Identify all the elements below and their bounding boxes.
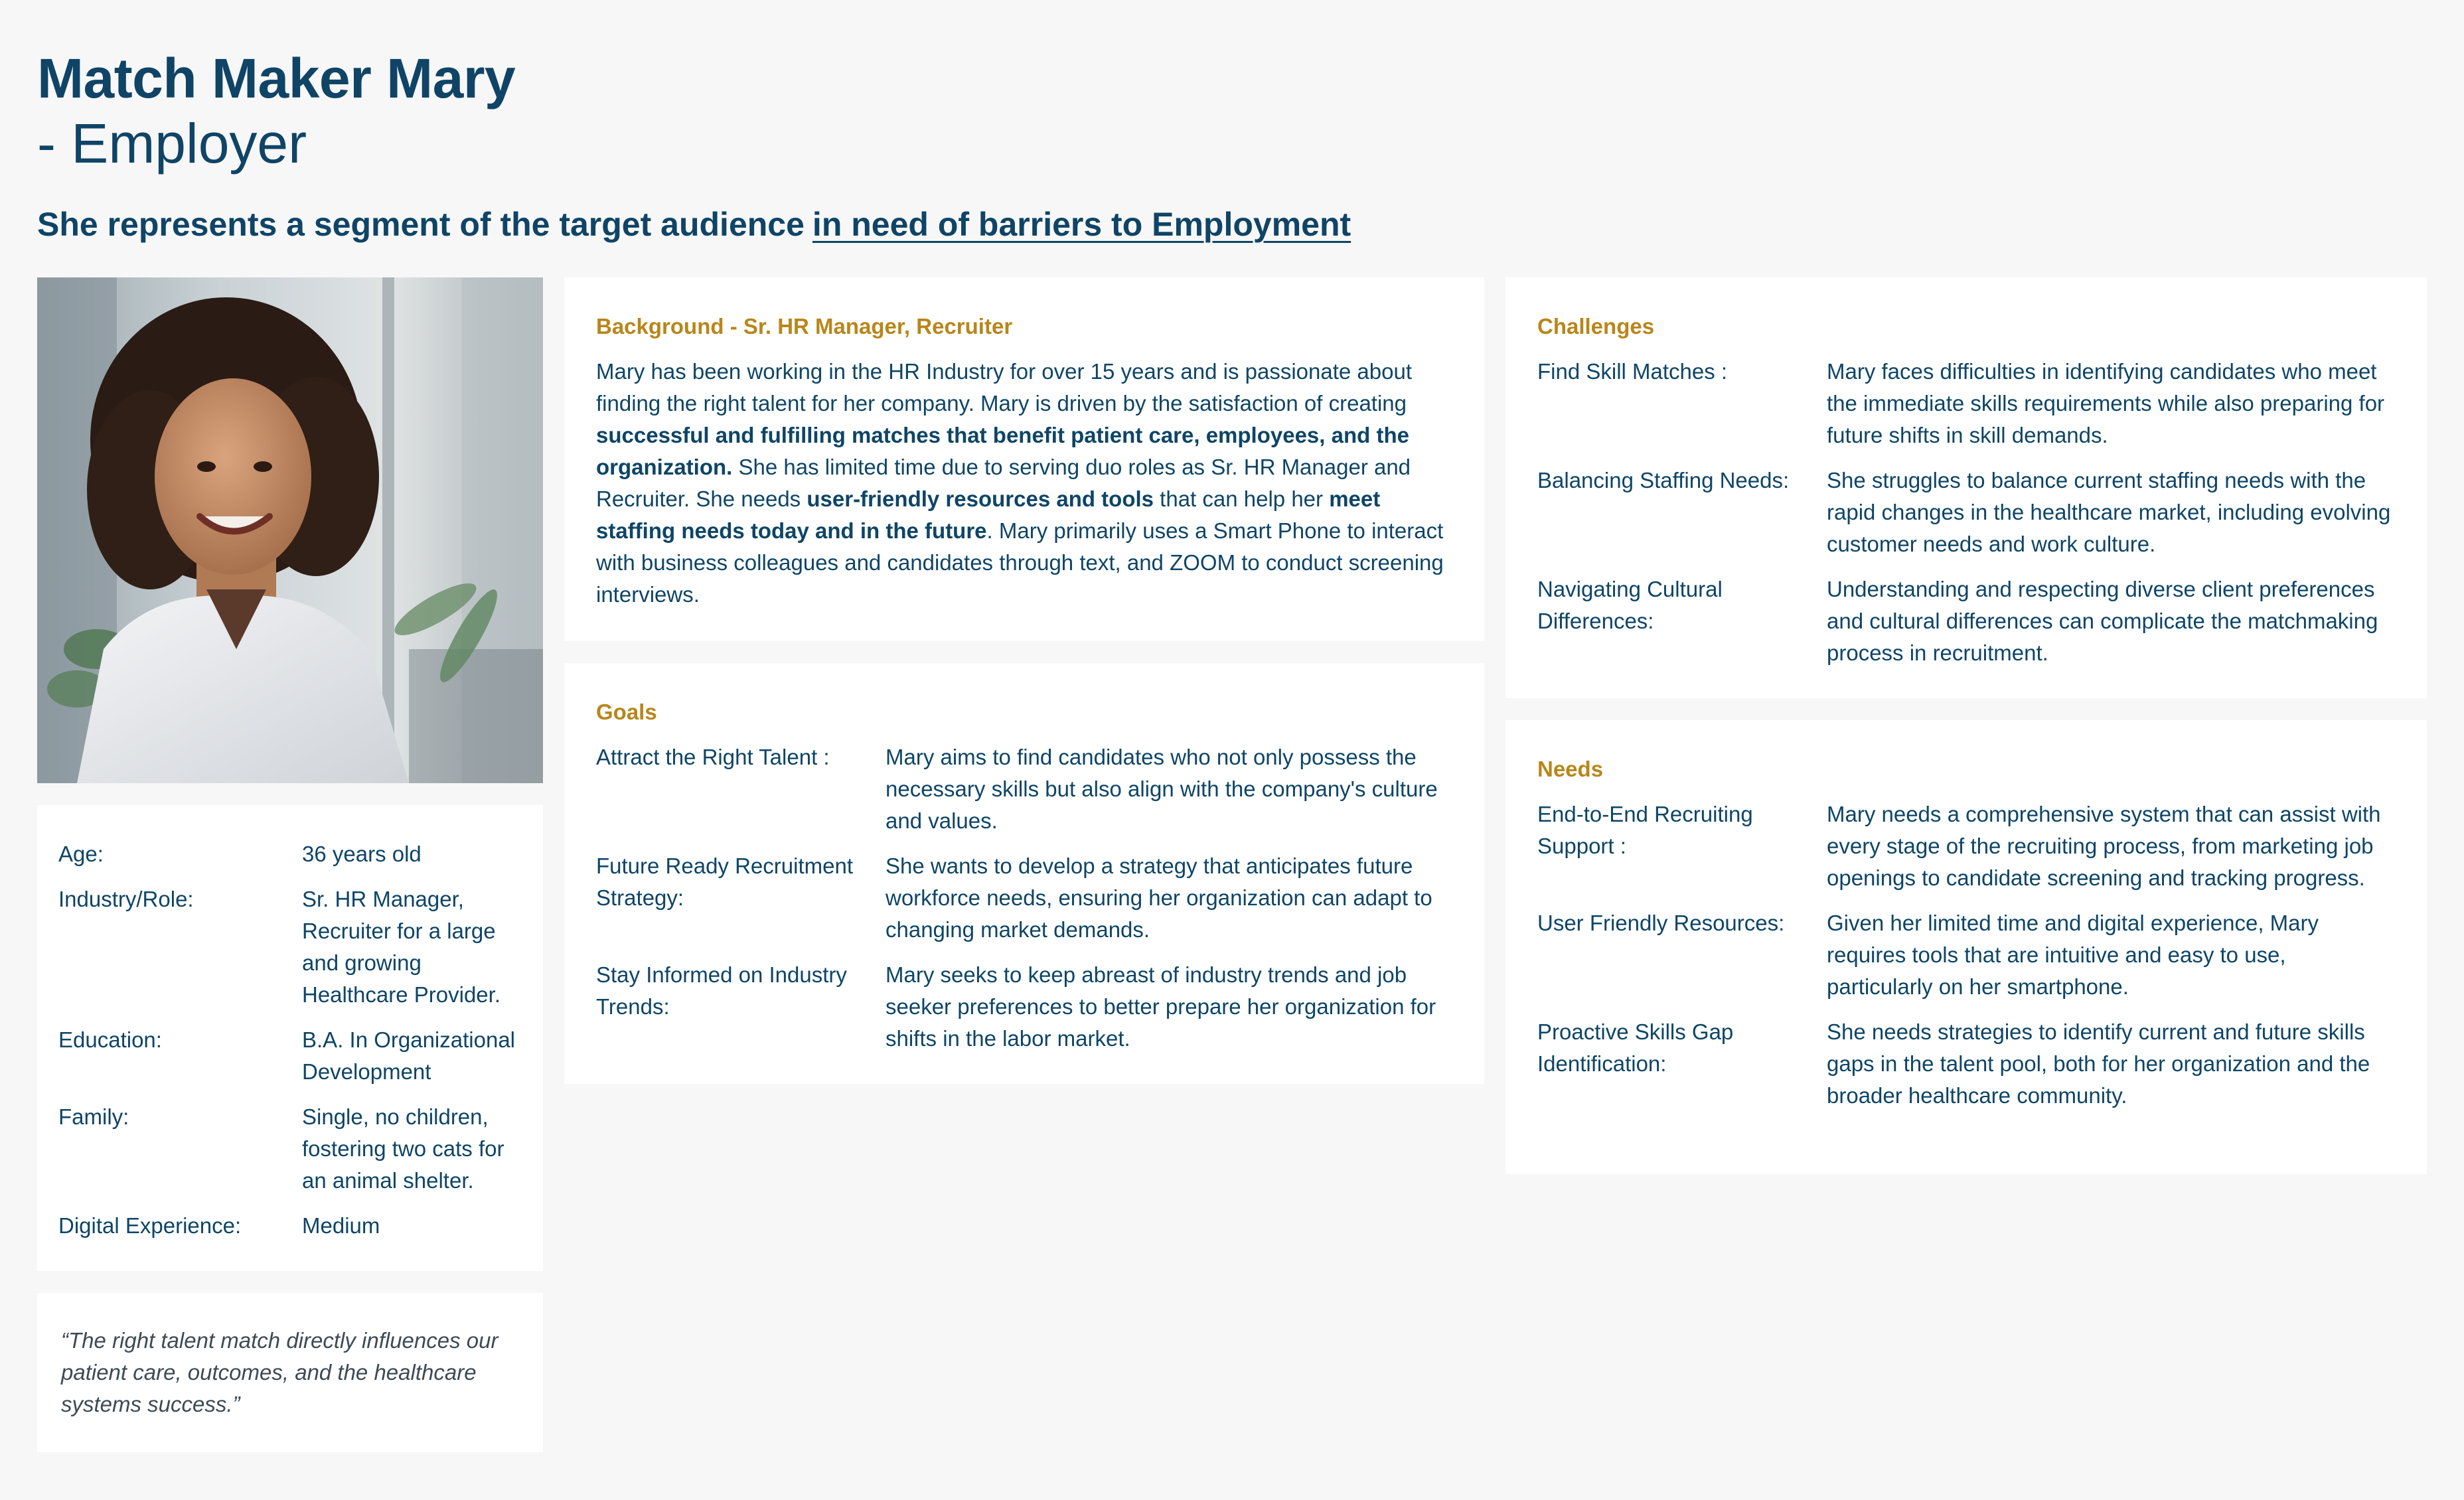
profile-value: Single, no children, fostering two cats for an animal shelter. <box>302 1104 504 1193</box>
profile-card <box>37 805 543 1271</box>
profile-label: Age: <box>58 842 104 866</box>
challenge-item <box>1537 573 2395 669</box>
challenge-value: Understanding and respecting diverse client preferences and cultural differences can complicate the matchmaking process in recruitment. <box>1827 577 2378 665</box>
profile-row-age <box>58 838 522 870</box>
persona-quote: “The right talent match directly influences our patient care, outcomes, and the healthcare systems success.” <box>61 1328 499 1416</box>
goal-item <box>596 850 1452 946</box>
profile-row-education <box>58 1024 522 1088</box>
challenge-item <box>1537 465 2395 560</box>
profile-value: 36 years old <box>302 842 422 866</box>
persona-photo <box>37 277 543 783</box>
challenge-label: Balancing Staffing Needs: <box>1537 468 1790 492</box>
challenge-value: She struggles to balance current staffing needs with the rapid changes in the healthcare market, including evolving customer needs and work culture. <box>1827 468 2391 556</box>
goals-card <box>564 663 1484 1084</box>
profile-value: Sr. HR Manager, Recruiter for a large and growing Healthcare Provider. <box>302 887 501 1007</box>
background-text <box>596 356 1452 611</box>
background-text-part: Mary has been working in the HR Industry for over 15 years and is passionate about finding the right talent for her company. Mary is driven by the satisfaction of creating <box>596 359 1412 415</box>
needs-card <box>1505 720 2427 1174</box>
goals-title: Goals <box>596 700 657 724</box>
needs-title: Needs <box>1537 757 1604 781</box>
background-text-part: She has limited time due to serving duo roles as Sr. HR Manager and Recruiter. She needs <box>596 455 1411 511</box>
background-emphasis: user-friendly resources and tools <box>807 487 1154 511</box>
profile-row-industry <box>58 883 522 1011</box>
profile-label: Family: <box>58 1104 129 1129</box>
goal-label: Stay Informed on Industry Trends: <box>596 962 847 1019</box>
background-title: Background - Sr. HR Manager, Recruiter <box>596 314 1013 338</box>
persona-tagline <box>37 203 1351 246</box>
profile-label: Education: <box>58 1027 162 1052</box>
challenges-title: Challenges <box>1537 314 1655 338</box>
need-label: User Friendly Resources: <box>1537 911 1785 935</box>
challenge-item <box>1537 356 2395 451</box>
need-value: Mary needs a comprehensive system that can assist with every stage of the recruiting process, from marketing job openings to candidate screening and tracking progress. <box>1827 802 2381 890</box>
goal-label: Attract the Right Talent : <box>596 745 830 769</box>
profile-value: Medium <box>302 1213 380 1238</box>
goal-item <box>596 959 1452 1055</box>
profile-row-family <box>58 1101 522 1197</box>
persona-subtitle: - Employer <box>37 112 307 175</box>
challenge-value: Mary faces difficulties in identifying candidates who meet the immediate skills requirements while also preparing for future shifts in skill demands. <box>1827 359 2385 447</box>
background-text-part: that can help her <box>1154 487 1330 511</box>
need-item <box>1537 907 2395 1003</box>
background-card <box>564 277 1484 641</box>
tagline-text: She represents a segment of the target audience <box>37 206 805 243</box>
background-emphasis: meet staffing needs today and in the future <box>596 487 1381 543</box>
goal-value: Mary aims to find candidates who not only possess the necessary skills but also align with the company's culture and values. <box>886 745 1438 833</box>
goal-value: Mary seeks to keep abreast of industry trends and job seeker preferences to better prepare her organization for shifts in the labor market. <box>886 962 1436 1051</box>
background-text-part: . Mary primarily uses a Smart Phone to interact with business colleagues and candidates through text, and ZOOM to conduct screening interviews. <box>596 518 1444 607</box>
quote-card <box>37 1293 543 1452</box>
profile-value: B.A. In Organizational Development <box>302 1027 516 1084</box>
profile-row-digital-experience <box>58 1210 522 1242</box>
persona-photo-illustration <box>37 277 543 783</box>
challenges-card <box>1505 277 2427 698</box>
goal-value: She wants to develop a strategy that anticipates future workforce needs, ensuring her organization can adapt to changing market demands. <box>886 854 1432 942</box>
challenge-label: Navigating Cultural Differences: <box>1537 577 1723 633</box>
profile-label: Digital Experience: <box>58 1213 242 1238</box>
goal-label: Future Ready Recruitment Strategy: <box>596 854 853 910</box>
challenge-label: Find Skill Matches : <box>1537 359 1728 384</box>
need-item <box>1537 798 2395 894</box>
persona-title: Match Maker Mary <box>37 47 516 110</box>
need-item <box>1537 1016 2395 1112</box>
need-label: Proactive Skills Gap Identification: <box>1537 1019 1734 1076</box>
need-value: Given her limited time and digital experience, Mary requires tools that are intuitive and easy to use, particularly on her smartphone. <box>1827 911 2319 999</box>
need-label: End-to-End Recruiting Support : <box>1537 802 1753 858</box>
profile-label: Industry/Role: <box>58 887 194 911</box>
goal-item <box>596 741 1452 837</box>
background-emphasis: successful and fulfilling matches that benefit patient care, employees, and the organization. <box>596 423 1409 479</box>
tagline-link[interactable]: in need of barriers to Employment <box>812 206 1351 243</box>
need-value: She needs strategies to identify current and future skills gaps in the talent pool, both for her organization and the broader healthcare community. <box>1827 1019 2370 1108</box>
